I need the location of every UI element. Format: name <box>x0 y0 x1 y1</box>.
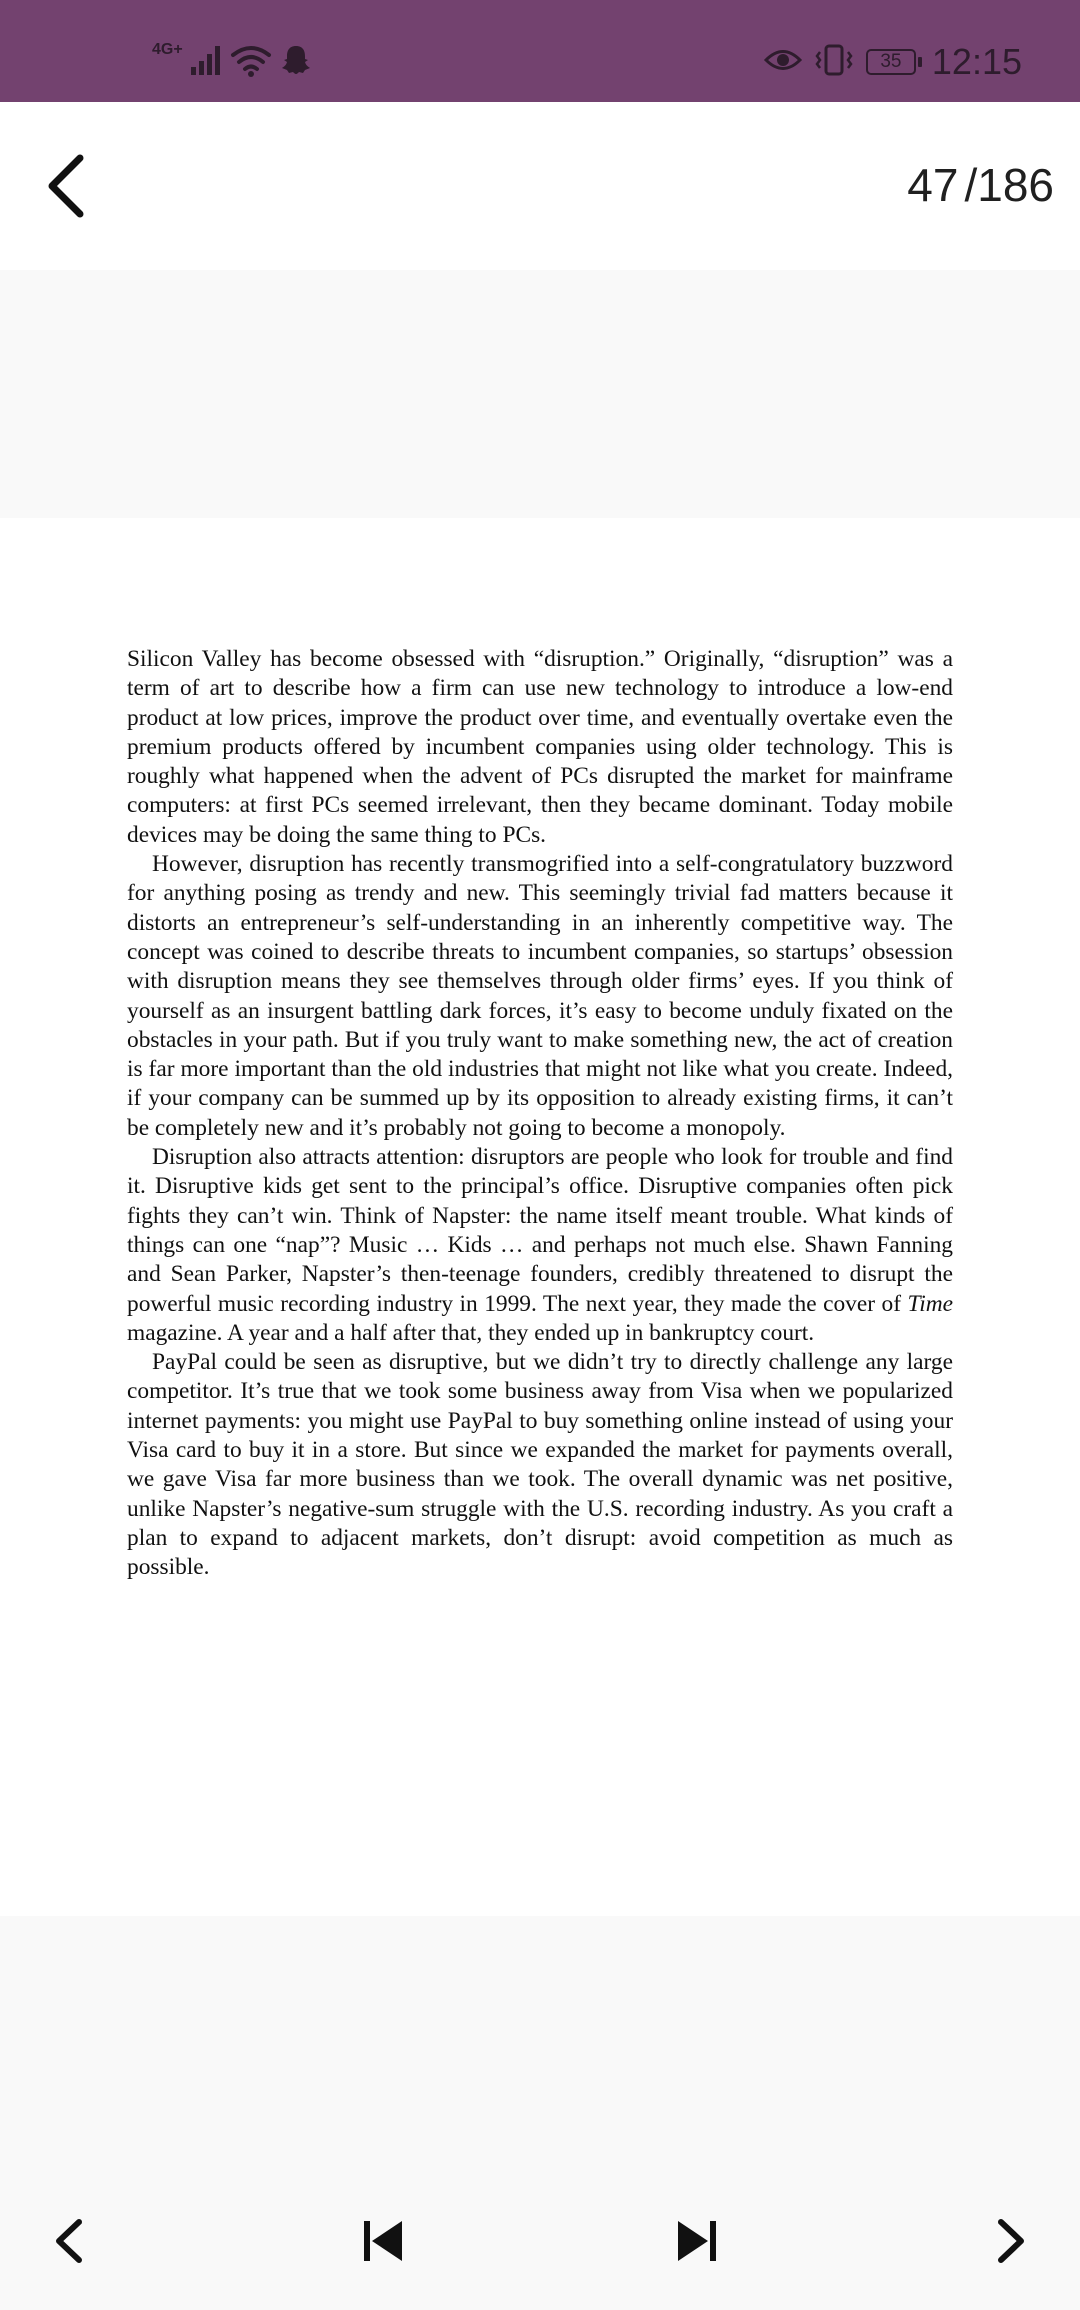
paragraph: Silicon Valley has become obsessed with “disruption.” Originally, “disruption” was a term of art to describe how a firm can use new technology to introduce a low-end product at low prices, improve the product over time, and eventually overtake even the premium products offered by incumbent companies using older technology. This is roughly what happened when the advent of PCs disrupted the market for mainframe computers: at first PCs seemed irrelevant, then they became dominant. Today mobile devices may be doing the same thing to PCs. <box>127 646 953 848</box>
next-page-button[interactable] <box>976 2206 1046 2276</box>
previous-page-button[interactable] <box>34 2206 104 2276</box>
paragraph-text: magazine. A year and a half after that, they ended up in bankruptcy court. <box>127 1319 815 1346</box>
total-pages: /186 <box>964 159 1054 211</box>
battery-level: 35 <box>880 51 902 72</box>
chevron-left-icon <box>36 150 98 222</box>
first-page-button[interactable] <box>348 2206 418 2276</box>
status-left <box>152 38 313 86</box>
app-bar <box>0 102 1080 270</box>
first-page-icon <box>358 2216 408 2266</box>
paragraph: PayPal could be seen as disruptive, but we didn’t try to directly challenge any large competitor. It’s true that we took some business away from Visa when we popularized internet payments: you might use PayPal to buy something online instead of using your Visa card to buy it in a store. But since we expanded the market for payments overall, we gave Visa far more business than we took. The overall dynamic was net positive, unlike Napster’s negative-sum struggle with the U.S. recording industry. As you craft a plan to expand to adjacent markets, don’t disrupt: avoid competition as much as possible. <box>127 1349 953 1581</box>
wifi-icon <box>229 43 273 82</box>
eye-icon <box>764 45 802 80</box>
page-text <box>127 645 953 1583</box>
magazine-title: Time <box>907 1290 953 1317</box>
paragraph: However, disruption has recently transmogrified into a self-congratulatory buzzword for anything posing as trendy and new. This seemingly trivial fad matters because it distorts an entrepreneur’s self-understanding in an inherently competitive way. The concept was coined to describe threats to incumbent companies, so startups’ obsession with disruption means they see themselves through older firms’ eyes. If you think of yourself as an insurgent battling dark forces, it’s easy to become unduly fixated on the obstacles in your path. But if you truly want to make something new, the act of creation is far more important than the old industries that might not like what you create. Indeed, if your company can be summed up by its opposition to already existing firms, it can’t be completely new and it’s probably not going to become a monopoly. <box>127 851 953 1141</box>
last-page-button[interactable] <box>662 2206 732 2276</box>
clock: 12:15 <box>931 41 1022 82</box>
previous-page-icon <box>49 2216 89 2266</box>
paragraph-text: Disruption also attracts attention: disruptors are people who look for trouble and find it. Disruptive kids get sent to the principal’s office. Disruptive companies often pick fights they can’t win. Think of Napster: the name itself meant trouble. What kinds of things can one “nap”? Music … Kids … and perhaps not much else. Shawn Fanning and Sean Parker, Napster’s then-teenage founders, credibly threatened to disrupt the powerful music recording industry in 1999. The next year, they made the cover of <box>127 1144 953 1317</box>
status-bar <box>0 0 1080 102</box>
next-page-icon <box>991 2216 1031 2266</box>
back-button[interactable] <box>36 150 98 222</box>
vibrate-icon <box>814 43 854 82</box>
status-right <box>764 38 1022 86</box>
snapchat-icon <box>279 43 313 82</box>
battery-icon <box>866 49 916 75</box>
network-type-label: 4G+ <box>152 41 183 58</box>
last-page-icon <box>672 2216 722 2266</box>
current-page-number: 47 <box>907 159 959 211</box>
signal-icon <box>189 43 223 82</box>
page-counter <box>907 158 1054 212</box>
paragraph <box>127 1143 953 1348</box>
document-page <box>0 518 1080 1916</box>
bottom-navigation <box>0 2180 1080 2300</box>
